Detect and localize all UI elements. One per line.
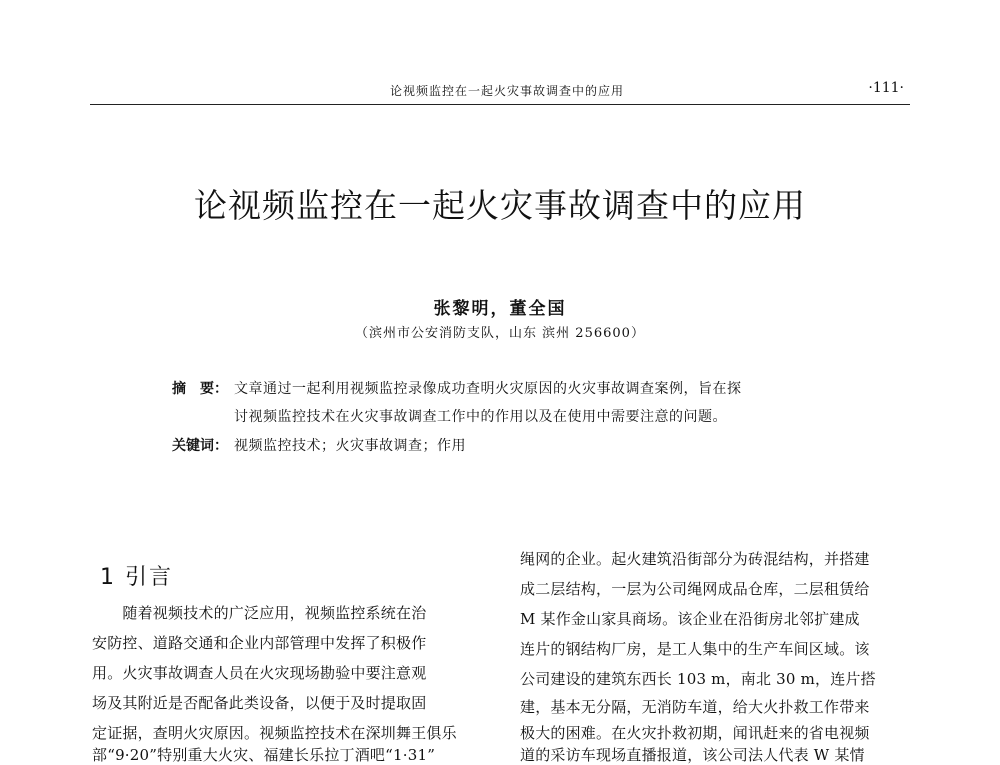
authors: 张黎明，董全国 [433,299,567,319]
body-line: 随着视频技术的广泛应用，视频监控系统在治 [92,604,427,622]
body-line: 极大的困难。在火灾扑救初期，闻讯赶来的省电视频 [520,724,870,742]
section-heading: 1 引言 [100,565,173,590]
abstract-line: 讨视频监控技术在火灾事故调查工作中的作用以及在使用中需要注意的问题。 [234,409,727,425]
paper-title: 论视频监控在一起火灾事故调查中的应用 [194,186,806,225]
body-line: 场及其附近是否配备此类设备，以便于及时提取固 [92,694,427,712]
body-line: 成二层结构，一层为公司绳网成品仓库，二层租赁给 [520,580,870,598]
body-line: 连片的钢结构厂房，是工人集中的生产车间区域。该 [520,640,870,658]
header-rule [90,104,910,105]
keywords-text: 视频监控技术；火灾事故调查；作用 [234,438,466,454]
body-line: 公司建设的建筑东西长 103 m，南北 30 m，连片搭 [520,670,876,688]
body-line: M 某作金山家具商场。该企业在沿街房北邻扩建成 [520,610,860,628]
body-line: 安防控、道路交通和企业内部管理中发挥了积极作 [92,634,427,652]
page-number: ·111· [868,80,904,96]
body-line: 部“9·20”特别重大火灾、福建长乐拉丁酒吧“1·31” [92,746,436,764]
body-line: 绳网的企业。起火建筑沿街部分为砖混结构，并搭建 [520,550,870,568]
keywords-label: 关键词： [172,438,228,454]
body-line: 用。火灾事故调查人员在火灾现场勘验中要注意观 [92,664,427,682]
abstract-label: 摘 要： [172,381,228,397]
running-head [90,80,910,102]
running-head-title: 论视频监控在一起火灾事故调查中的应用 [390,84,625,98]
body-line: 建，基本无分隔，无消防车道，给大火扑救工作带来 [520,698,870,716]
abstract-line: 文章通过一起利用视频监控录像成功查明火灾原因的火灾事故调查案例，旨在探 [234,381,742,397]
body-line: 道的采访车现场直播报道，该公司法人代表 W 某情 [520,746,865,764]
affiliation: （滨州市公安消防支队，山东 滨州 256600） [355,326,645,341]
body-line: 定证据，查明火灾原因。视频监控技术在深圳舞王俱乐 [92,724,457,742]
